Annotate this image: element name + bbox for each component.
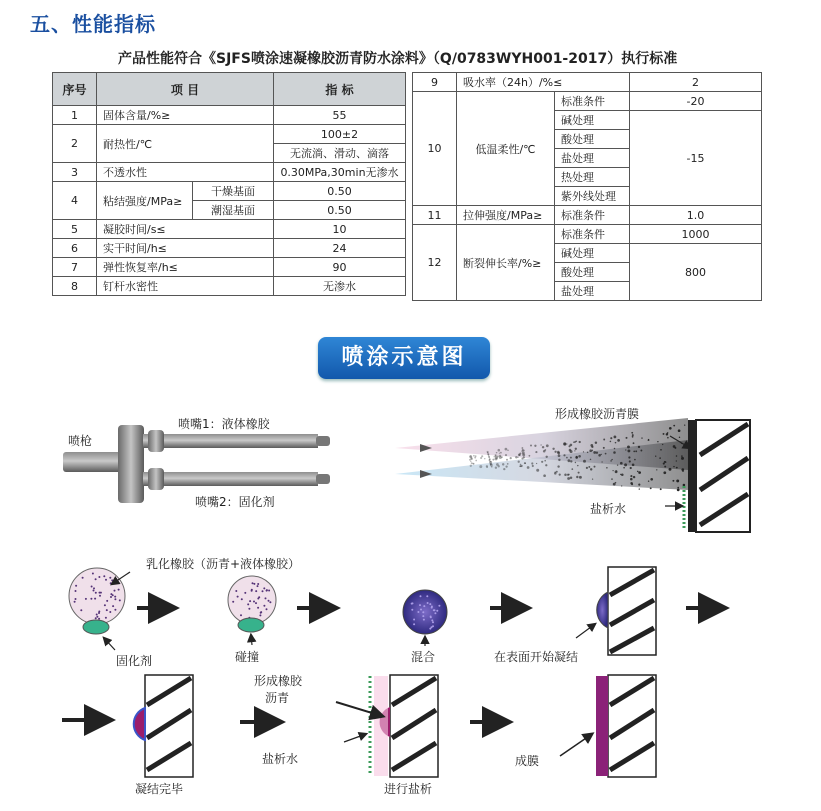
row-value: 无渗水 xyxy=(274,277,406,296)
row-condition: 标准条件 xyxy=(555,225,630,244)
row-value: 10 xyxy=(274,220,406,239)
row-value: 100±2 xyxy=(274,125,406,144)
row-item: 实干时间/h≤ xyxy=(97,239,274,258)
row-item: 拉伸强度/MPa≥ xyxy=(457,206,555,225)
row-no: 6 xyxy=(53,239,97,258)
standard-subtitle: 产品性能符合《SJFS喷涂速凝橡胶沥青防水涂料》（Q/0783WYH001-2017）执行标准 xyxy=(118,51,678,67)
row-value: 24 xyxy=(274,239,406,258)
row-item: 钉杆水密性 xyxy=(97,277,274,296)
row-condition: 标准条件 xyxy=(555,92,630,111)
mix-label: 混合 xyxy=(411,650,436,664)
row-condition: 热处理 xyxy=(555,168,630,187)
emulsion-ball-icon xyxy=(69,568,130,650)
row-condition: 酸处理 xyxy=(555,263,630,282)
row-no: 8 xyxy=(53,277,97,296)
row-condition: 碱处理 xyxy=(555,111,630,130)
row-condition: 潮湿基面 xyxy=(193,201,274,220)
row-item: 低温柔性/℃ xyxy=(457,92,555,206)
row-no: 3 xyxy=(53,163,97,182)
header-item: 项 目 xyxy=(97,73,274,106)
row-condition: 盐处理 xyxy=(555,282,630,301)
nozzle1-label: 喷嘴1：液体橡胶 xyxy=(178,417,270,431)
row-no: 10 xyxy=(413,92,457,206)
emulsion-label: 乳化橡胶（沥青+液体橡胶） xyxy=(146,557,301,571)
water-label: 盐析水 xyxy=(590,502,627,516)
nozzle2-label: 喷嘴2：固化剂 xyxy=(195,495,275,509)
row-value: 2 xyxy=(630,73,762,92)
row-item: 弹性恢复率/h≤ xyxy=(97,258,274,277)
forming-label: 形成橡胶 xyxy=(254,674,303,688)
row-item: 凝胶时间/s≤ xyxy=(97,220,274,239)
salting-label: 进行盐析 xyxy=(384,782,433,796)
spray-gun-label: 喷枪 xyxy=(68,434,93,448)
spray-cone-icon xyxy=(395,418,688,491)
salting-wall-icon xyxy=(336,675,438,777)
header-no: 序号 xyxy=(53,73,97,106)
row-item: 粘结强度/MPa≥ xyxy=(97,182,193,220)
row-condition: 标准条件 xyxy=(555,206,630,225)
row-condition: 紫外线处理 xyxy=(555,187,630,206)
row-item: 不透水性 xyxy=(97,163,274,182)
row-value: 1.0 xyxy=(630,206,762,225)
row-no: 12 xyxy=(413,225,457,301)
row-value: 800 xyxy=(630,244,762,301)
curing-agent-label: 固化剂 xyxy=(116,654,153,668)
cured-label: 凝结完毕 xyxy=(135,782,184,796)
row-no: 11 xyxy=(413,206,457,225)
row-value: -15 xyxy=(630,111,762,206)
row-item: 固体含量/%≥ xyxy=(97,106,274,125)
collision-ball-icon xyxy=(228,576,276,645)
row-no: 9 xyxy=(413,73,457,92)
row-no: 2 xyxy=(53,125,97,163)
row-no: 5 xyxy=(53,220,97,239)
flow-arrow-icon xyxy=(62,720,506,722)
collide-label: 碰撞 xyxy=(235,650,260,664)
row-no: 1 xyxy=(53,106,97,125)
film-label: 形成橡胶沥青膜 xyxy=(555,407,640,421)
row-value: 55 xyxy=(274,106,406,125)
row-no: 7 xyxy=(53,258,97,277)
row-value: 1000 xyxy=(630,225,762,244)
row-value: 0.50 xyxy=(274,201,406,220)
row-condition: 碱处理 xyxy=(555,244,630,263)
row-condition: 酸处理 xyxy=(555,130,630,149)
row-value: 无流淌、滑动、滴落 xyxy=(274,144,406,163)
row-value: 0.30MPa,30min无渗水 xyxy=(274,163,406,182)
section-title: 五、性能指标 xyxy=(30,12,156,36)
row-value: 0.50 xyxy=(274,182,406,201)
cured-wall-icon xyxy=(134,675,193,777)
row-condition: 盐处理 xyxy=(555,149,630,168)
diagram-banner: 喷涂示意图 xyxy=(318,337,490,379)
row-condition: 干燥基面 xyxy=(193,182,274,201)
row-value: -20 xyxy=(630,92,762,111)
row-item: 吸水率（24h）/%≤ xyxy=(457,73,630,92)
water2-label: 盐析水 xyxy=(262,752,299,766)
mixed-ball-icon xyxy=(403,590,447,646)
spray-gun-icon xyxy=(63,425,330,503)
asphalt-label: 沥青 xyxy=(265,691,290,705)
surface-wall-icon xyxy=(576,567,656,655)
header-value: 指 标 xyxy=(274,73,406,106)
row-item: 断裂伸长率/%≥ xyxy=(457,225,555,301)
row-value: 90 xyxy=(274,258,406,277)
membrane-wall-icon xyxy=(560,675,656,777)
surface-label: 在表面开始凝结 xyxy=(494,650,579,664)
row-no: 4 xyxy=(53,182,97,220)
membrane-label: 成膜 xyxy=(515,754,540,768)
row-item: 耐热性/℃ xyxy=(97,125,274,163)
